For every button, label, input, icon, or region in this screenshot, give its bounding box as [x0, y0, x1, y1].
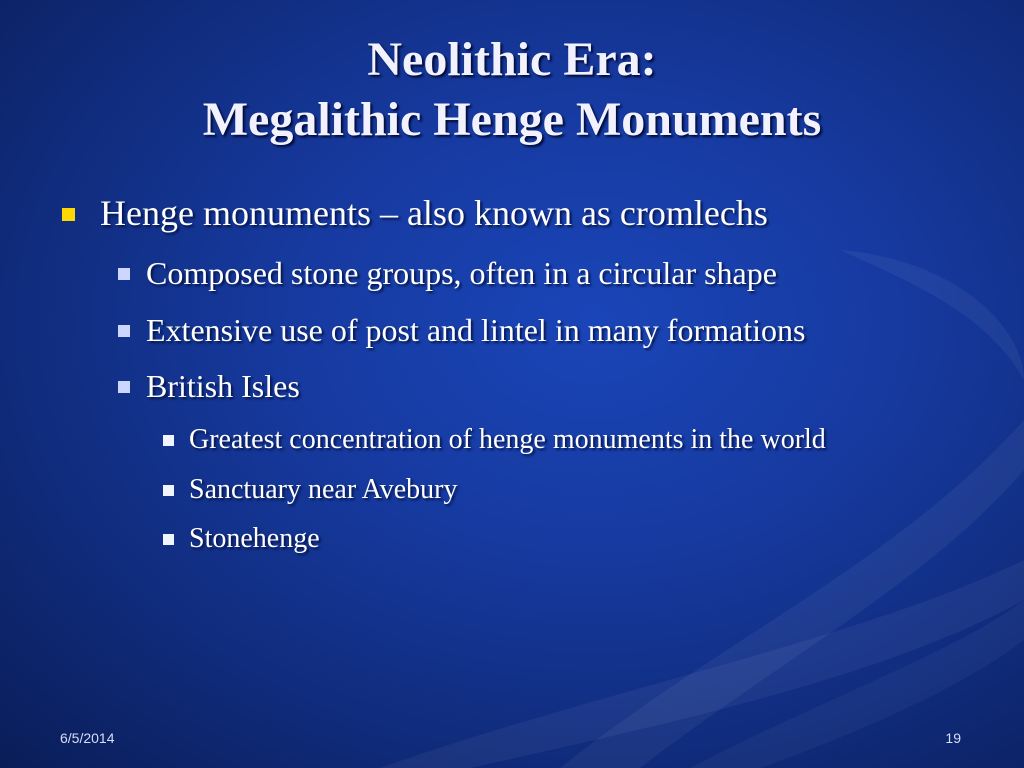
bullet-greatest-concentration [163, 422, 826, 458]
lavender-square-bullet-icon [118, 381, 130, 393]
footer-date: 6/5/2014 [60, 730, 115, 746]
bullet-text: Sanctuary near Avebury [189, 474, 458, 505]
bullet-stonehenge [163, 521, 320, 557]
bullet-text: British Isles [146, 368, 300, 404]
bullet-british-isles [118, 366, 300, 406]
slide-title [0, 30, 1024, 150]
bullet-text: Greatest concentration of henge monuments in the world [189, 424, 826, 455]
bullet-composed-stone-groups [118, 253, 777, 293]
lavender-square-bullet-icon [118, 325, 130, 337]
title-line-1: Neolithic Era: [367, 33, 657, 86]
bullet-text: Extensive use of post and lintel in many formations [146, 312, 806, 348]
white-square-bullet-icon [163, 435, 174, 446]
title-line-2: Megalithic Henge Monuments [202, 93, 822, 146]
bullet-text: Composed stone groups, often in a circular shape [146, 255, 777, 291]
footer-page-number: 19 [945, 730, 961, 746]
white-square-bullet-icon [163, 485, 174, 496]
yellow-square-bullet-icon [62, 208, 75, 221]
bullet-post-and-lintel [118, 310, 805, 350]
white-square-bullet-icon [163, 534, 174, 545]
bullet-text: Stonehenge [189, 523, 320, 554]
lavender-square-bullet-icon [118, 268, 130, 280]
bullet-text: Henge monuments – also known as cromlechs [100, 193, 768, 233]
bullet-henge-monuments [62, 190, 768, 236]
bullet-sanctuary-avebury [163, 472, 458, 508]
